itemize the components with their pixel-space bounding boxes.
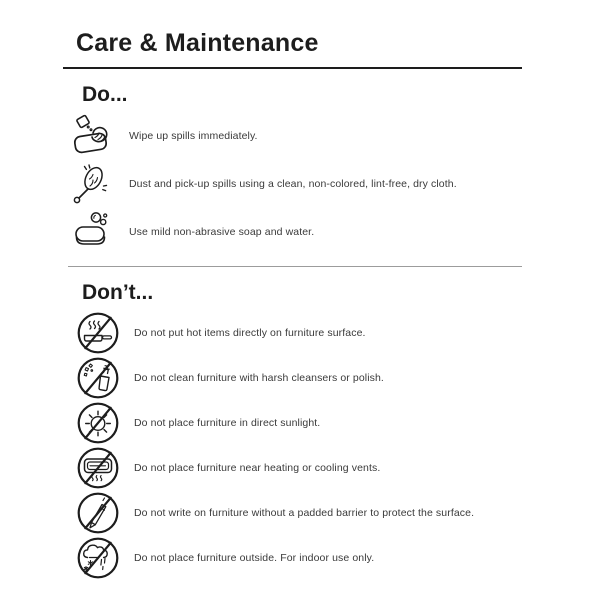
no-harsh-cleansers-icon — [76, 356, 120, 400]
item-text: Do not place furniture near heating or cooling vents. — [134, 461, 381, 474]
list-item — [63, 310, 522, 355]
list-item — [63, 400, 522, 445]
item-text: Dust and pick-up spills using a clean, non-colored, lint-free, dry cloth. — [129, 178, 457, 190]
title-rule — [63, 67, 522, 69]
list-item — [63, 160, 522, 208]
item-text: Do not place furniture outside. For indoor use only. — [134, 551, 375, 564]
no-heating-vents-icon — [76, 446, 120, 490]
no-outdoor-use-icon — [76, 536, 120, 580]
do-section — [63, 83, 522, 256]
dont-section — [63, 281, 522, 580]
no-hot-items-icon — [76, 311, 120, 355]
section-divider — [68, 266, 522, 267]
soap-icon — [71, 210, 115, 254]
list-item — [63, 490, 522, 535]
item-text: Do not put hot items directly on furniture surface. — [134, 326, 366, 339]
duster-icon — [71, 162, 115, 206]
item-text: Do not clean furniture with harsh cleansers or polish. — [134, 371, 384, 384]
dont-list — [63, 310, 522, 580]
list-item — [63, 535, 522, 580]
no-direct-sunlight-icon — [76, 401, 120, 445]
wipe-spill-icon — [71, 114, 115, 158]
no-writing-icon — [76, 491, 120, 535]
do-list — [63, 112, 522, 256]
dont-heading: Don’t... — [82, 281, 154, 304]
item-text: Use mild non-abrasive soap and water. — [129, 226, 315, 238]
list-item — [63, 208, 522, 256]
item-text: Do not place furniture in direct sunlight. — [134, 416, 321, 429]
item-text: Do not write on furniture without a padded barrier to protect the surface. — [134, 506, 475, 519]
list-item — [63, 445, 522, 490]
list-item — [63, 112, 522, 160]
list-item — [63, 355, 522, 400]
item-text: Wipe up spills immediately. — [129, 130, 258, 142]
do-heading: Do... — [82, 83, 128, 106]
page-title: Care & Maintenance — [76, 29, 319, 57]
